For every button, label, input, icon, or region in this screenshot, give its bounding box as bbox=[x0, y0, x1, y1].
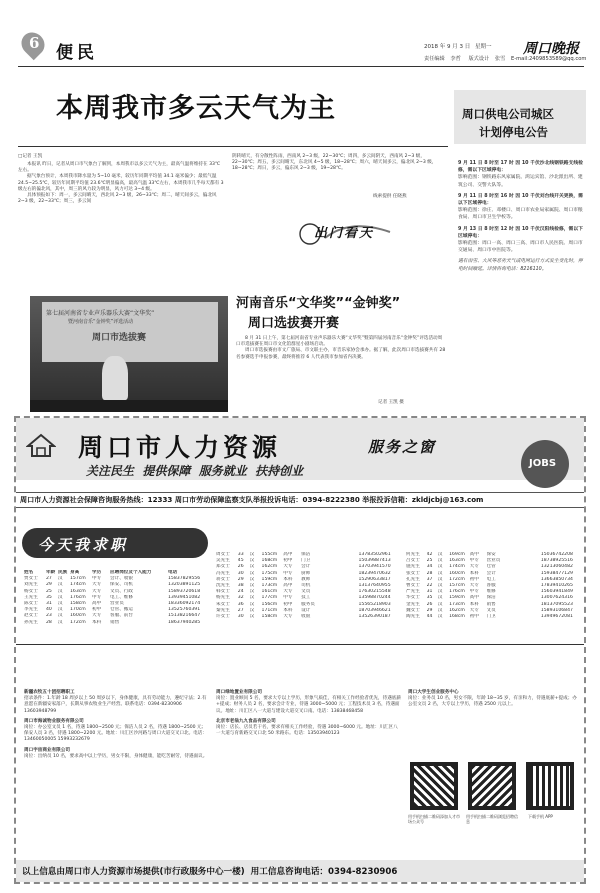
weather-headline: 本周我市多云天气为主 bbox=[56, 93, 336, 124]
banner-line-2: 暨河南音乐“金钟奖”评选活动 bbox=[68, 319, 134, 325]
table-cell: 中专 bbox=[92, 576, 102, 582]
table-cell: 高中 bbox=[283, 583, 293, 589]
power-title-2: 计划停电公告 bbox=[479, 125, 548, 139]
table-cell: 服务员 bbox=[301, 601, 315, 607]
power-item: 9 月 11 日 8 时至 16 时 因 10 千伏刘台线开关更换，需以下区域停电： bbox=[458, 193, 583, 207]
table-cell: 25 bbox=[46, 588, 52, 594]
table-cell: 贾女士 bbox=[24, 576, 38, 582]
jobs-subtitle: 服务之窗 bbox=[368, 438, 437, 456]
table-cell: 大专 bbox=[283, 614, 293, 620]
table-cell: 168cm bbox=[261, 558, 278, 564]
header-rule bbox=[18, 66, 584, 67]
table-cell: 30 bbox=[237, 570, 244, 576]
jobs-slogan: 关注民生 提供保障 服务就业 扶持创业 bbox=[86, 464, 304, 478]
jobs-title: 周口市人力资源 bbox=[78, 433, 282, 462]
table-cell: 26 bbox=[426, 601, 433, 607]
table-cell: 电工 bbox=[486, 576, 496, 582]
table-cell: 销售 bbox=[486, 601, 496, 607]
table-cell: 160cm bbox=[449, 570, 465, 576]
table-cell: 18239470632 bbox=[358, 570, 391, 576]
table-cell: 汉 bbox=[249, 601, 255, 607]
table-cell: 司机 bbox=[301, 583, 311, 589]
table-cell: 杨先生 bbox=[216, 595, 230, 601]
table-cell: 37 bbox=[426, 576, 433, 582]
table-cell: 29 bbox=[426, 607, 433, 613]
table-cell: 172cm bbox=[449, 576, 465, 582]
table-cell: 158cm bbox=[70, 601, 86, 607]
table-cell: 29 bbox=[237, 576, 244, 582]
company-name: 周口宇宙商业有限公司 bbox=[24, 747, 70, 753]
table-cell: 朱女士 bbox=[216, 601, 230, 607]
table-cell: 大专 bbox=[469, 607, 479, 613]
table-cell: 汉 bbox=[437, 564, 443, 570]
table-cell: 李先生 bbox=[24, 607, 38, 613]
table-cell: 174cm bbox=[70, 582, 86, 588]
table-cell: 13137640955 bbox=[358, 583, 391, 589]
table-cell: 仓管 bbox=[486, 564, 496, 570]
table-cell: 18637940285 bbox=[168, 619, 201, 625]
table-cell: 27 bbox=[237, 607, 244, 613]
table-cell: 31 bbox=[46, 601, 52, 607]
weather-credit: 线索提供 任晓燕 bbox=[373, 194, 407, 199]
table-cell: 中专 bbox=[283, 570, 293, 576]
table-cell: 168cm bbox=[449, 614, 465, 620]
table-cell: 汉 bbox=[437, 583, 443, 589]
table-cell: 13949672081 bbox=[540, 614, 573, 620]
table-cell: 高中 bbox=[92, 601, 102, 607]
power-item: 影响范围：周口一高、周口三高、周口市人民医院、周口市交通局、周口市中医院等。 bbox=[458, 241, 583, 254]
table-cell: 29 bbox=[46, 582, 52, 588]
table-cell: 会计 bbox=[301, 564, 311, 570]
power-title-1: 周口供电公司城区 bbox=[462, 107, 554, 121]
table-cell: 本科 bbox=[469, 601, 479, 607]
table-cell: 159cm bbox=[449, 595, 465, 601]
table-cell: 保洁 bbox=[301, 552, 311, 557]
table-cell: 13525760391 bbox=[168, 607, 201, 613]
listings-rule bbox=[16, 644, 584, 645]
headline-rule bbox=[18, 146, 448, 147]
seeker-table-1 bbox=[24, 570, 212, 626]
table-cell: 33 bbox=[237, 552, 244, 557]
table-cell: 维修 bbox=[486, 589, 496, 595]
table-cell: 15893106847 bbox=[540, 607, 573, 613]
table-row bbox=[216, 614, 402, 620]
music-credit: 记者 王凯 摄 bbox=[378, 400, 404, 405]
table-cell: 张女士 bbox=[406, 570, 420, 576]
table-cell: 34 bbox=[426, 564, 433, 570]
table-cell: 文员、行政 bbox=[110, 588, 133, 594]
table-cell: 汉 bbox=[249, 583, 255, 589]
table-cell: 160cm bbox=[70, 613, 86, 619]
company-name: 周口绿地置业有限公司 bbox=[216, 690, 262, 695]
page-number: 6 bbox=[29, 34, 40, 52]
table-cell: 吕女士 bbox=[406, 558, 420, 564]
company-text: 招录条件：1.年龄 18 周岁以上 50 周岁以下，身体健康，具有劳动能力，遵纪守法；2.有意愿在新疆安家落户，长期从事农牧业生产经营。联系电话：0394-8230906 13603948799 bbox=[24, 696, 207, 714]
table-cell: 155cm bbox=[261, 552, 278, 557]
table-cell: 汉 bbox=[437, 601, 443, 607]
table-cell: 营业员 bbox=[486, 558, 501, 564]
power-body bbox=[458, 160, 586, 273]
company-name: 北京市老翁九九食品有限公司 bbox=[216, 718, 276, 724]
table-cell: 13663850734 bbox=[540, 576, 573, 582]
table-cell: 23 bbox=[46, 613, 52, 619]
table-cell: 年龄 bbox=[46, 570, 56, 575]
table-cell: 161cm bbox=[261, 589, 278, 595]
page-header bbox=[0, 0, 600, 70]
table-cell: 金先生 bbox=[406, 601, 420, 607]
table-cell: 汉 bbox=[58, 588, 63, 594]
power-item: 影响范围：徐庄、邓楼口、周口市农业局家属院、周口市粮食局、周口市卫生学校等。 bbox=[458, 208, 583, 221]
qr-code-2[interactable] bbox=[468, 762, 516, 810]
table-cell: 15138216647 bbox=[168, 613, 201, 619]
company-text: 岗位：店长、店员若干名，要求有相关工作经验，待遇 3000~6000 元。地址：川汇区八一大道与育新路交叉口北 50 米路东。电话：13503940123 bbox=[216, 725, 398, 737]
table-cell: 15893720618 bbox=[168, 588, 201, 594]
table-cell: 电话 bbox=[168, 570, 178, 575]
table-cell: 汉 bbox=[437, 576, 443, 582]
table-cell: 13213060482 bbox=[540, 564, 573, 570]
table-cell: 176cm bbox=[449, 589, 465, 595]
table-cell: 170cm bbox=[70, 607, 86, 613]
company-text: 岗位：出纳员 10 名，要求高中以上学历，男女不限，身体健康，能吃苦耐劳，待遇面议。 bbox=[24, 753, 208, 759]
table-cell: 18703946621 bbox=[358, 607, 391, 613]
table-cell: 汉 bbox=[249, 595, 255, 601]
table-cell: 本科 bbox=[469, 570, 479, 576]
table-cell: 高中 bbox=[469, 595, 479, 601]
editor-line: 责任编辑 李哲 版式设计 张雪 E-mail:2409853589@qq.com bbox=[424, 56, 587, 62]
table-cell: 郑女士 bbox=[216, 564, 230, 570]
table-cell: 文员 bbox=[486, 607, 496, 613]
table-cell: 15837829556 bbox=[168, 576, 201, 582]
company-col-1 bbox=[24, 690, 210, 760]
music-headline-1: 河南音乐“文华奖”“金钟奖” bbox=[236, 296, 401, 311]
table-cell: 汉 bbox=[437, 589, 443, 595]
company-col-3 bbox=[408, 690, 580, 709]
table-cell: 18336092174 bbox=[168, 601, 201, 607]
table-cell: 15036742208 bbox=[540, 552, 573, 557]
table-cell: 24 bbox=[237, 589, 244, 595]
table-cell: 仓管、搬运 bbox=[110, 607, 133, 613]
table-cell: 45 bbox=[237, 558, 244, 564]
power-item: 9 月 13 日 8 时至 12 时 因 10 千伏汉阳线检修，需以下区域停电： bbox=[458, 226, 583, 239]
table-cell: 吴先生 bbox=[216, 558, 230, 564]
table-cell: 18137095523 bbox=[540, 601, 573, 607]
table-cell: 文员 bbox=[301, 589, 311, 595]
table-cell: 民族 bbox=[58, 570, 68, 575]
table-cell: 大专 bbox=[469, 564, 479, 570]
table-cell: 162cm bbox=[261, 564, 278, 570]
table-cell: 销售 bbox=[110, 619, 120, 625]
table-cell: 冯先生 bbox=[216, 570, 230, 576]
table-cell: 何先生 bbox=[406, 552, 420, 557]
table-cell: 学历 bbox=[92, 570, 102, 575]
table-cell: 大专 bbox=[92, 588, 102, 594]
seeker-table-2 bbox=[216, 552, 402, 620]
company-name: 周口市海诚物业服务有限公司 bbox=[24, 718, 84, 724]
power-item: 影响范围：钢铁路东风家属院、鸿运宾馆、沙北派出所、建筑公司、交警大队等。 bbox=[458, 175, 583, 188]
table-cell: 高中 bbox=[283, 552, 293, 557]
table-cell: 28 bbox=[46, 619, 52, 625]
table-cell: 身高 bbox=[70, 570, 80, 575]
table-cell: 173cm bbox=[449, 601, 465, 607]
table-cell: 32 bbox=[237, 595, 244, 601]
table-cell: 陈女士 bbox=[24, 601, 38, 607]
table-cell: 174cm bbox=[449, 564, 465, 570]
table-cell: 教师 bbox=[301, 576, 311, 582]
table-cell: 13703941570 bbox=[358, 564, 391, 570]
table-cell: 15938477129 bbox=[540, 570, 573, 576]
table-cell: 163cm bbox=[449, 558, 465, 564]
table-cell: 35 bbox=[46, 594, 52, 600]
table-cell: 客服、前台 bbox=[110, 613, 133, 619]
qr-caption-1: 用手机扫描二维码添加人才市场公众号 bbox=[408, 814, 460, 824]
table-cell: 中专 bbox=[283, 595, 293, 601]
table-cell: 汉 bbox=[437, 607, 443, 613]
house-logo-icon bbox=[26, 432, 56, 458]
table-cell: 大专 bbox=[92, 582, 102, 588]
issue-date: 2018 年 9 月 3 日 星期一 bbox=[424, 44, 492, 50]
company-col-2 bbox=[216, 690, 402, 737]
table-cell: 13007624316 bbox=[540, 595, 573, 601]
music-body: 8 月 31 日上午，第七届河南省专业声乐器乐大赛“文华奖”暨第四届河南音乐“金钟奖”评选活动周口市选拔赛在周口市文化馆群星小剧场启动。 周口市选拔赛由市文广旅局、市文联主办，市音乐家协会承办。据了解，此次周口市选拔赛共有 28 名参赛选手申报参赛，最终将推荐 6 人代表我市参加省内决赛。 bbox=[236, 336, 446, 360]
table-cell: 本科 bbox=[283, 607, 293, 613]
table-cell: 陶先生 bbox=[406, 614, 420, 620]
table-cell: 保安、司机 bbox=[110, 582, 133, 588]
company-name: 周口大学生创业服务中心 bbox=[408, 690, 459, 695]
table-cell: 28 bbox=[426, 570, 433, 576]
table-cell: 157cm bbox=[449, 583, 465, 589]
table-row bbox=[406, 614, 582, 620]
table-cell: 大专 bbox=[469, 583, 479, 589]
table-cell: 汉 bbox=[437, 595, 443, 601]
table-cell: 王先生 bbox=[24, 594, 38, 600]
table-cell: 158cm bbox=[261, 614, 278, 620]
table-cell: 本科 bbox=[92, 619, 102, 625]
table-cell: 15603941849 bbox=[540, 589, 573, 595]
company-text: 岗位：置业顾问 5 名，要求大专以上学历，形象气质佳，有相关工作经验者优先，待遇底薪+提成；财务人员 2 名，要求会计专业，待遇 3000~5000 元；工程技术员 3 名，待遇面议。地址：川汇区八一大道与建设大道交叉口南。电话：13838468458 bbox=[216, 696, 402, 714]
stage-photo bbox=[30, 296, 228, 412]
table-cell: 大专 bbox=[283, 564, 293, 570]
table-cell: 汉 bbox=[58, 607, 63, 613]
qr-caption-2: 用手机扫描二维码浏览招聘信息 bbox=[466, 814, 518, 824]
table-cell: 严先生 bbox=[406, 589, 420, 595]
table-cell: 曹女士 bbox=[406, 583, 420, 589]
table-cell: 31 bbox=[426, 589, 433, 595]
table-cell: 13939451082 bbox=[168, 594, 201, 600]
table-cell: 周女士 bbox=[216, 552, 230, 557]
table-cell: 13203891125 bbox=[168, 582, 201, 588]
qr-code-1[interactable] bbox=[410, 762, 458, 810]
table-cell: 30 bbox=[237, 614, 244, 620]
table-cell: 13783502961 bbox=[358, 552, 391, 557]
outing-banner bbox=[290, 212, 402, 248]
stage-floor bbox=[30, 400, 228, 412]
table-cell: 176cm bbox=[70, 594, 86, 600]
banner-line-3: 周口市选拔赛 bbox=[92, 333, 147, 343]
table-cell: 初中 bbox=[92, 607, 102, 613]
table-cell: 汉 bbox=[58, 594, 63, 600]
table-cell: 162cm bbox=[449, 607, 465, 613]
table-cell: 36 bbox=[237, 601, 244, 607]
table-cell: 门卫 bbox=[301, 558, 311, 564]
table-cell: 保洁 bbox=[486, 595, 496, 601]
music-article bbox=[18, 252, 448, 412]
section-name: 便民 bbox=[56, 43, 98, 63]
table-cell: 15565218903 bbox=[358, 601, 391, 607]
table-cell: 26 bbox=[237, 564, 244, 570]
table-cell: 汉 bbox=[58, 601, 63, 607]
table-cell: 汉 bbox=[437, 558, 443, 564]
paper-logo: 周口晚报 bbox=[523, 41, 579, 57]
table-cell: 汉 bbox=[249, 564, 255, 570]
table-cell: 刘先生 bbox=[24, 582, 38, 588]
table-cell: 44 bbox=[426, 614, 433, 620]
table-cell: 汉 bbox=[249, 552, 255, 557]
table-cell: 38 bbox=[237, 583, 244, 589]
table-cell: 汉 bbox=[437, 552, 443, 557]
table-cell: 17839410265 bbox=[540, 583, 573, 589]
jobs-footer: 以上信息由周口市人力资源市场提供(市行政服务中心一楼) 用工信息咨询电话：0394-8230906 bbox=[22, 867, 398, 877]
table-cell: 魏女士 bbox=[406, 607, 420, 613]
table-cell: 会计、收银 bbox=[110, 576, 133, 582]
table-cell: 163cm bbox=[70, 588, 86, 594]
table-cell: 177cm bbox=[261, 595, 278, 601]
seek-title: 今天我求职 bbox=[38, 536, 129, 554]
power-item: 9 月 11 日 8 时至 17 时 因 10 千伏沙北线钢铁路支线检修，需以下区域停电： bbox=[458, 161, 583, 174]
table-cell: 应聘岗位及个人能力 bbox=[110, 570, 152, 575]
weather-byline: □记者 王凯 bbox=[18, 154, 43, 159]
jobs-badge-text: JOBS bbox=[529, 458, 557, 469]
outing-label: 出门看天 bbox=[314, 226, 375, 241]
table-cell: 收银 bbox=[301, 614, 311, 620]
performer bbox=[102, 356, 128, 400]
table-cell: 18738925516 bbox=[540, 558, 573, 564]
table-cell: 42 bbox=[426, 552, 433, 557]
table-cell: 35 bbox=[426, 595, 433, 601]
table-cell: 本科 bbox=[283, 576, 293, 582]
table-cell: 175cm bbox=[261, 570, 278, 576]
seeker-table-3 bbox=[406, 552, 582, 620]
hotline-text: 周口市人力资源社会保障咨询服务热线：12333 周口市劳动保障监察支队举报投诉电话：0394-8222380 举报投诉信箱：zkldjcbj@163.com bbox=[20, 495, 484, 504]
table-cell: 初中 bbox=[283, 558, 293, 564]
table-cell: 汉 bbox=[58, 619, 63, 625]
table-cell: 171cm bbox=[261, 607, 278, 613]
music-headline-2: 周口选拔赛开赛 bbox=[248, 316, 340, 331]
table-cell: 172cm bbox=[70, 619, 86, 625]
table-cell: 秦先生 bbox=[216, 607, 230, 613]
table-cell: 孙先生 bbox=[24, 619, 38, 625]
qr-code-3[interactable] bbox=[526, 762, 574, 810]
table-cell: 门卫 bbox=[486, 614, 496, 620]
table-cell: 中专 bbox=[92, 594, 102, 600]
power-notice bbox=[454, 90, 586, 400]
table-cell: 中专 bbox=[469, 589, 479, 595]
table-cell: 中专 bbox=[469, 558, 479, 564]
table-cell: 沈先生 bbox=[216, 583, 230, 589]
table-cell: 保安 bbox=[486, 552, 496, 557]
table-row bbox=[24, 620, 212, 626]
table-cell: 汉 bbox=[249, 607, 255, 613]
company-text: 岗位：业务员 10 名，男女不限，年龄 18~35 岁，有亲和力，待遇底薪+提成；办公室文员 2 名，大专以上学历，待遇 2500 元以上。 bbox=[408, 696, 577, 708]
table-cell: 22 bbox=[426, 583, 433, 589]
table-cell: 157cm bbox=[70, 576, 86, 582]
table-cell: 汉 bbox=[249, 576, 255, 582]
table-cell: 15290633817 bbox=[358, 576, 391, 582]
table-cell: 华女士 bbox=[406, 595, 420, 601]
table-cell: 电工、维修 bbox=[110, 594, 133, 600]
table-cell: 13526390187 bbox=[358, 614, 391, 620]
table-cell: 13598870244 bbox=[358, 595, 391, 601]
table-cell: 设计 bbox=[301, 607, 311, 613]
table-cell: 17630215548 bbox=[358, 589, 391, 595]
table-cell: 会计 bbox=[486, 570, 496, 576]
table-cell: 杨女士 bbox=[24, 588, 38, 594]
weather-col1: 本报讯 昨日，记者从周口市气象台了解到，本周我市以多云天气为主，最高气温将维持在 33℃左右。 据气象台预计，本周我市降水量为 5~10 毫米，较历年同期平均值 34.1 毫米偏少；最低气温 24.5~25.5℃，较历年同期平均值 23.6℃明显偏高，最高气温 33℃左右，本周我市几乎每天都有 3 级左右的偏北风，其中，周三的风力较为明显，风力可达 3~4 级。 具体预报如下：周一，多云间晴天，西北风 2~3 级，26~33℃；周二，晴天间多云，偏北风 2~3 级，22~33℃；周三，多云间 bbox=[18, 162, 224, 205]
company-name: 新疆农牧五十团招聘职工 bbox=[24, 690, 75, 695]
table-cell: 初中 bbox=[469, 614, 479, 620]
table-cell: 大专 bbox=[283, 589, 293, 595]
table-cell: 汉 bbox=[437, 614, 443, 620]
table-cell: 汉 bbox=[437, 570, 443, 576]
table-cell: 15039887413 bbox=[358, 558, 391, 564]
table-cell: 韩女士 bbox=[216, 589, 230, 595]
table-cell: 技工 bbox=[301, 595, 311, 601]
table-cell: 高中 bbox=[469, 552, 479, 557]
table-cell: 169cm bbox=[449, 552, 465, 557]
table-cell: 孔先生 bbox=[406, 576, 420, 582]
table-cell: 客服 bbox=[486, 583, 496, 589]
table-cell: 营业员 bbox=[110, 601, 124, 607]
table-cell: 27 bbox=[46, 576, 52, 582]
table-cell: 汉 bbox=[58, 582, 63, 588]
table-cell: 许女士 bbox=[216, 614, 230, 620]
table-cell: 汉 bbox=[58, 613, 63, 619]
table-cell: 姓名 bbox=[24, 570, 34, 575]
table-cell: 初中 bbox=[283, 601, 293, 607]
power-note: 遇有雨雪、大风等恶劣天气或电网运行方式发生变化时，停电时间顺延。详情咨询电话：8216110。 bbox=[458, 259, 583, 272]
table-cell: 初中 bbox=[469, 576, 479, 582]
jobs-section bbox=[14, 416, 586, 884]
table-cell: 40 bbox=[46, 607, 52, 613]
qr-caption-3: 下载手机 APP bbox=[528, 814, 553, 819]
table-cell: 173cm bbox=[261, 583, 278, 589]
table-cell: 赵女士 bbox=[24, 613, 38, 619]
table-cell: 159cm bbox=[261, 576, 278, 582]
table-cell: 大专 bbox=[92, 613, 102, 619]
banner-line-1: 第七届河南省专业声乐器乐大赛“文华奖” bbox=[46, 310, 155, 317]
table-cell: 25 bbox=[426, 558, 433, 564]
table-cell: 汉 bbox=[249, 614, 255, 620]
table-cell: 汉 bbox=[249, 558, 255, 564]
weather-col2: 阴转晴天，有分散性阵雨，西南风 2~3 级，22~30℃；周四，多云间阴天，西南风 2~3 级，22~30℃；周五，多云间晴天，东北风 4~5 级，18~28℃；周六，晴天间多云，偏北风 2~3 级，18~28℃；周日，多云，偏东风 2~3 级，19~28℃。 bbox=[232, 154, 437, 172]
table-cell: 汉 bbox=[249, 570, 255, 576]
table-cell: 厨师 bbox=[301, 570, 311, 576]
table-cell: 156cm bbox=[261, 601, 278, 607]
table-cell: 汉 bbox=[58, 576, 63, 582]
table-cell: 施先生 bbox=[406, 564, 420, 570]
table-cell: 汉 bbox=[249, 589, 255, 595]
company-text: 岗位：办公室文员 1 名，待遇 1800~2500 元；保洁人员 2 名，待遇 1800~2500 元；保安人员 3 名，待遇 1800~2200 元。地址：川汇区沙河路与周口大道交叉口北。电话：13460050005 15993232679 bbox=[24, 725, 207, 743]
table-cell: 蒋女士 bbox=[216, 576, 230, 582]
